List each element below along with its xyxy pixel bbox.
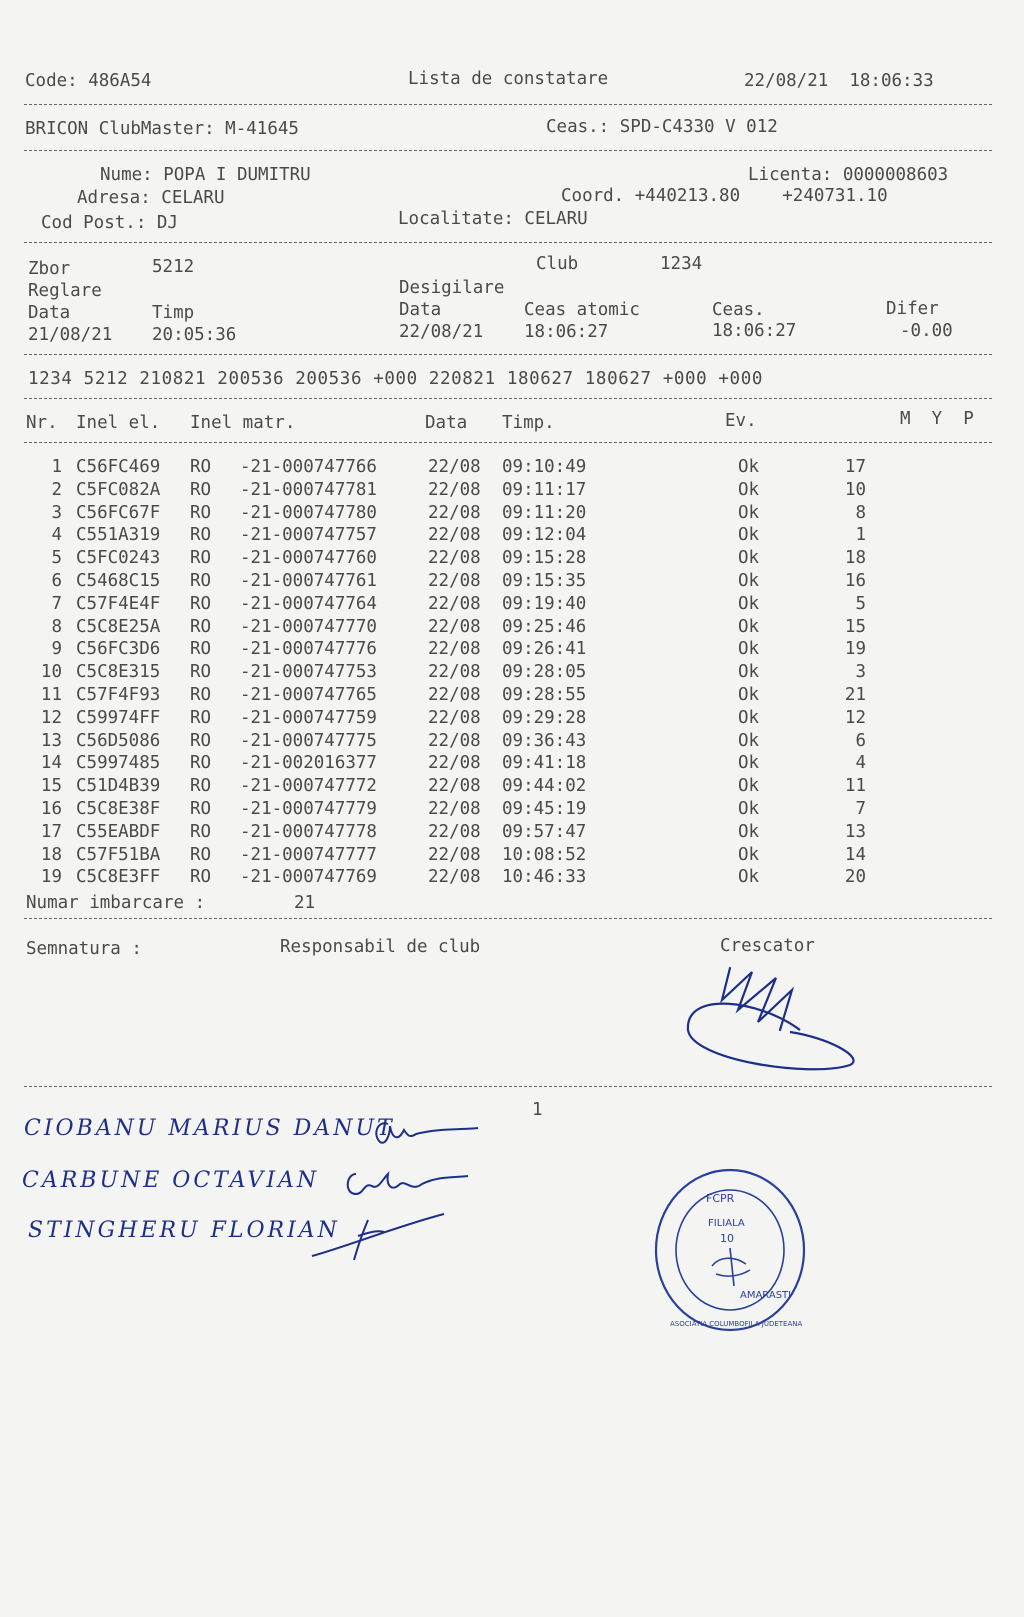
clock-id: Ceas.: SPD-C4330 V 012 — [546, 117, 778, 137]
divider — [24, 1086, 992, 1087]
cell-el: C5C8E38F — [76, 799, 161, 819]
page-number: 1 — [532, 1100, 543, 1120]
cell-matr: -21-000747775 — [240, 730, 377, 751]
col-date: Data — [425, 413, 468, 433]
cell-el: C57F51BA — [76, 844, 161, 865]
stamp-city-text: AMARASTI — [740, 1290, 792, 1301]
document-title: Lista de constatare — [408, 69, 609, 89]
cell-ro: RO — [190, 753, 212, 774]
divider — [24, 918, 992, 919]
cell-matr: -21-000747760 — [240, 548, 377, 569]
cell-ro: RO — [190, 571, 212, 591]
cell-ev: Ok — [738, 821, 760, 842]
handwritten-name-1: CIOBANU MARIUS DANUT — [24, 1116, 395, 1141]
cell-ro: RO — [190, 525, 212, 546]
cell-timp: 09:26:41 — [502, 639, 587, 660]
cell-matr: -21-000747764 — [240, 593, 377, 614]
cell-nr: 16 — [40, 799, 62, 819]
atomic-clock-time: 18:06:27 — [524, 322, 609, 342]
cell-data: 22/08 — [428, 548, 481, 569]
signature-3 — [308, 1206, 448, 1266]
atomic-clock-label: Ceas atomic — [524, 300, 640, 320]
table-row — [0, 684, 1024, 706]
table-row — [0, 730, 1024, 752]
cell-el: C57F4F93 — [76, 685, 161, 705]
cell-matr: -21-000747777 — [240, 844, 377, 865]
cell-ev: Ok — [738, 593, 760, 614]
cell-timp: 09:15:28 — [502, 548, 587, 569]
cell-el: C5FC0243 — [76, 548, 161, 569]
breeder-label: Crescator — [720, 936, 815, 956]
divider — [24, 442, 992, 443]
cell-ev: Ok — [738, 776, 760, 797]
cell-el: C5C8E3FF — [76, 867, 161, 888]
reglare-time: 20:05:36 — [152, 325, 237, 345]
stamp-branch-text: FILIALA — [708, 1218, 745, 1229]
stamp-top-text: FCPR — [706, 1192, 735, 1205]
reglare-time-label: Timp — [152, 303, 195, 323]
cell-ro: RO — [190, 867, 212, 888]
cell-m: 15 — [844, 616, 866, 637]
reglare-label: Reglare — [28, 281, 102, 301]
divider — [24, 150, 992, 151]
cell-timp: 09:12:04 — [502, 525, 587, 546]
col-myp: M Y P — [900, 409, 974, 429]
club-label: Club — [536, 254, 579, 274]
col-ring-electronic: Inel el. — [76, 413, 161, 433]
cell-data: 22/08 — [428, 616, 481, 637]
cell-ro: RO — [190, 662, 212, 683]
table-row — [0, 593, 1024, 615]
reglare-date-label: Data — [28, 303, 71, 323]
table-row — [0, 798, 1024, 820]
locality: Localitate: CELARU — [398, 209, 588, 229]
cell-m: 19 — [844, 639, 866, 660]
cell-ev: Ok — [738, 730, 760, 751]
cell-el: C57F4E4F — [76, 593, 161, 614]
cell-ev: Ok — [738, 799, 760, 819]
cell-ro: RO — [190, 821, 212, 842]
owner-address: Adresa: CELARU — [77, 188, 225, 208]
cell-ev: Ok — [738, 662, 760, 683]
desigilare-label: Desigilare — [399, 278, 505, 298]
col-event: Ev. — [725, 411, 757, 431]
cell-ev: Ok — [738, 548, 760, 569]
cell-ro: RO — [190, 502, 212, 523]
cell-m: 18 — [844, 548, 866, 569]
cell-m: 20 — [844, 867, 866, 888]
cell-data: 22/08 — [428, 479, 481, 500]
cell-m: 4 — [855, 753, 866, 774]
cell-timp: 10:08:52 — [502, 844, 587, 865]
cell-el: C5468C15 — [76, 571, 161, 591]
table-row — [0, 456, 1024, 478]
cell-nr: 19 — [40, 867, 62, 888]
cell-el: C56D5086 — [76, 730, 161, 751]
table-row — [0, 616, 1024, 638]
cell-matr: -21-000747753 — [240, 662, 377, 683]
table-row — [0, 844, 1024, 866]
col-time: Timp. — [502, 413, 555, 433]
cell-ro: RO — [190, 730, 212, 751]
cell-matr: -21-000747757 — [240, 525, 377, 546]
cell-ev: Ok — [738, 502, 760, 523]
cell-el: C56FC67F — [76, 502, 161, 523]
difference-value: -0.00 — [900, 321, 953, 341]
cell-matr: -21-000747770 — [240, 616, 377, 637]
cell-ro: RO — [190, 548, 212, 569]
cell-ev: Ok — [738, 753, 760, 774]
cell-m: 13 — [844, 821, 866, 842]
table-row — [0, 547, 1024, 569]
cell-ro: RO — [190, 685, 212, 705]
coordinates: Coord. +440213.80 +240731.10 — [561, 186, 888, 206]
cell-el: C5C8E25A — [76, 616, 161, 637]
cell-nr: 10 — [40, 662, 62, 683]
cell-data: 22/08 — [428, 776, 481, 797]
stamp-number-text: 10 — [720, 1232, 734, 1245]
cell-timp: 09:36:43 — [502, 730, 587, 751]
table-row — [0, 866, 1024, 888]
cell-m: 16 — [844, 571, 866, 591]
cell-matr: -21-000747759 — [240, 707, 377, 728]
print-datetime: 22/08/21 18:06:33 — [744, 71, 934, 91]
club-number: 1234 — [660, 254, 703, 274]
cell-timp: 09:41:18 — [502, 753, 587, 774]
table-row — [0, 524, 1024, 546]
cell-m: 6 — [855, 730, 866, 751]
cell-nr: 5 — [51, 548, 62, 569]
cell-ev: Ok — [738, 639, 760, 660]
clock-label: Ceas. — [712, 300, 765, 320]
cell-nr: 7 — [51, 593, 62, 614]
cell-nr: 8 — [51, 616, 62, 637]
table-row — [0, 570, 1024, 592]
boarding-count-label: Numar imbarcare : — [26, 893, 206, 913]
handwritten-name-3: STINGHERU FLORIAN — [28, 1218, 340, 1243]
stamp-outer-text: ASOCIATIA COLUMBOFILA JUDETEANA — [670, 1320, 803, 1328]
signature-2 — [342, 1164, 472, 1204]
breeder-signature — [680, 960, 870, 1090]
clubmaster-id: BRICON ClubMaster: M-41645 — [25, 119, 299, 139]
club-responsible-label: Responsabil de club — [280, 937, 481, 957]
cell-el: C56FC3D6 — [76, 639, 161, 660]
desigilare-date-label: Data — [399, 300, 442, 320]
table-row — [0, 638, 1024, 660]
table-row — [0, 821, 1024, 843]
cell-matr: -21-000747761 — [240, 571, 377, 591]
clock-time: 18:06:27 — [712, 321, 797, 341]
cell-ev: Ok — [738, 707, 760, 728]
cell-matr: -21-000747779 — [240, 799, 377, 819]
flight-label: Zbor — [28, 259, 71, 279]
cell-nr: 15 — [40, 776, 62, 797]
cell-data: 22/08 — [428, 730, 481, 751]
cell-nr: 2 — [51, 479, 62, 500]
cell-timp: 09:29:28 — [502, 707, 587, 728]
cell-ev: Ok — [738, 867, 760, 888]
cell-el: C59974FF — [76, 707, 161, 728]
cell-matr: -21-000747778 — [240, 821, 377, 842]
cell-timp: 09:57:47 — [502, 821, 587, 842]
table-row — [0, 707, 1024, 729]
cell-timp: 09:11:20 — [502, 502, 587, 523]
cell-data: 22/08 — [428, 571, 481, 591]
cell-matr: -21-000747766 — [240, 457, 377, 477]
cell-data: 22/08 — [428, 639, 481, 660]
table-row — [0, 502, 1024, 524]
cell-matr: -21-000747772 — [240, 776, 377, 797]
divider — [24, 354, 992, 355]
cell-m: 8 — [855, 502, 866, 523]
cell-nr: 9 — [51, 639, 62, 660]
cell-nr: 12 — [40, 707, 62, 728]
cell-data: 22/08 — [428, 457, 481, 477]
cell-timp: 09:11:17 — [502, 479, 587, 500]
encoded-line: 1234 5212 210821 200536 200536 +000 220821 180627 180627 +000 +000 — [28, 369, 763, 389]
handwritten-name-2: CARBUNE OCTAVIAN — [22, 1168, 320, 1193]
col-nr: Nr. — [26, 413, 58, 433]
cell-data: 22/08 — [428, 753, 481, 774]
cell-m: 21 — [844, 685, 866, 705]
license-number: Licenta: 0000008603 — [748, 165, 949, 185]
cell-ev: Ok — [738, 571, 760, 591]
code-label: Code: 486A54 — [25, 71, 152, 91]
cell-m: 14 — [844, 844, 866, 865]
cell-ev: Ok — [738, 525, 760, 546]
cell-data: 22/08 — [428, 525, 481, 546]
cell-ro: RO — [190, 707, 212, 728]
cell-matr: -21-000747776 — [240, 639, 377, 660]
cell-timp: 09:44:02 — [502, 776, 587, 797]
cell-ro: RO — [190, 616, 212, 637]
cell-timp: 09:15:35 — [502, 571, 587, 591]
cell-m: 3 — [855, 662, 866, 683]
cell-nr: 4 — [51, 525, 62, 546]
cell-m: 11 — [844, 776, 866, 797]
cell-timp: 09:28:05 — [502, 662, 587, 683]
postal-code: Cod Post.: DJ — [41, 213, 178, 233]
cell-nr: 18 — [40, 844, 62, 865]
cell-nr: 3 — [51, 502, 62, 523]
cell-nr: 1 — [51, 457, 62, 477]
cell-timp: 09:28:55 — [502, 685, 587, 705]
difference-label: Difer — [886, 299, 939, 319]
cell-m: 5 — [855, 593, 866, 614]
cell-data: 22/08 — [428, 844, 481, 865]
cell-ev: Ok — [738, 844, 760, 865]
table-row — [0, 775, 1024, 797]
cell-data: 22/08 — [428, 799, 481, 819]
cell-matr: -21-002016377 — [240, 753, 377, 774]
cell-data: 22/08 — [428, 821, 481, 842]
cell-ro: RO — [190, 457, 212, 477]
flight-number: 5212 — [152, 257, 195, 277]
cell-data: 22/08 — [428, 685, 481, 705]
cell-nr: 13 — [40, 730, 62, 751]
divider — [24, 242, 992, 243]
cell-timp: 10:46:33 — [502, 867, 587, 888]
cell-nr: 11 — [40, 685, 62, 705]
cell-data: 22/08 — [428, 502, 481, 523]
cell-m: 7 — [855, 799, 866, 819]
cell-data: 22/08 — [428, 593, 481, 614]
cell-nr: 6 — [51, 571, 62, 591]
cell-nr: 17 — [40, 821, 62, 842]
divider — [24, 104, 992, 105]
cell-data: 22/08 — [428, 867, 481, 888]
col-ring-number: Inel matr. — [190, 413, 296, 433]
cell-el: C551A319 — [76, 525, 161, 546]
owner-name: Nume: POPA I DUMITRU — [100, 165, 311, 185]
cell-ro: RO — [190, 799, 212, 819]
cell-el: C5997485 — [76, 753, 161, 774]
cell-m: 10 — [844, 479, 866, 500]
cell-el: C5FC082A — [76, 479, 161, 500]
desigilare-date: 22/08/21 — [399, 322, 484, 342]
cell-timp: 09:25:46 — [502, 616, 587, 637]
boarding-count: 21 — [294, 893, 316, 913]
cell-ro: RO — [190, 593, 212, 614]
cell-ev: Ok — [738, 479, 760, 500]
cell-ro: RO — [190, 844, 212, 865]
cell-matr: -21-000747769 — [240, 867, 377, 888]
cell-el: C51D4B39 — [76, 776, 161, 797]
cell-timp: 09:45:19 — [502, 799, 587, 819]
cell-nr: 14 — [40, 753, 62, 774]
cell-m: 1 — [855, 525, 866, 546]
signature-1 — [370, 1112, 480, 1152]
divider — [24, 398, 992, 399]
cell-data: 22/08 — [428, 662, 481, 683]
cell-matr: -21-000747780 — [240, 502, 377, 523]
table-row — [0, 479, 1024, 501]
cell-el: C56FC469 — [76, 457, 161, 477]
cell-m: 17 — [844, 457, 866, 477]
cell-el: C5C8E315 — [76, 662, 161, 683]
cell-ro: RO — [190, 639, 212, 660]
cell-matr: -21-000747781 — [240, 479, 377, 500]
reglare-date: 21/08/21 — [28, 325, 113, 345]
cell-timp: 09:10:49 — [502, 457, 587, 477]
cell-matr: -21-000747765 — [240, 685, 377, 705]
table-row — [0, 752, 1024, 774]
cell-data: 22/08 — [428, 707, 481, 728]
cell-el: C55EABDF — [76, 821, 161, 842]
cell-timp: 09:19:40 — [502, 593, 587, 614]
cell-ev: Ok — [738, 685, 760, 705]
signature-label: Semnatura : — [26, 939, 142, 959]
table-row — [0, 661, 1024, 683]
cell-ev: Ok — [738, 457, 760, 477]
cell-ev: Ok — [738, 616, 760, 637]
club-stamp — [650, 1166, 810, 1334]
cell-ro: RO — [190, 479, 212, 500]
cell-m: 12 — [844, 707, 866, 728]
cell-ro: RO — [190, 776, 212, 797]
